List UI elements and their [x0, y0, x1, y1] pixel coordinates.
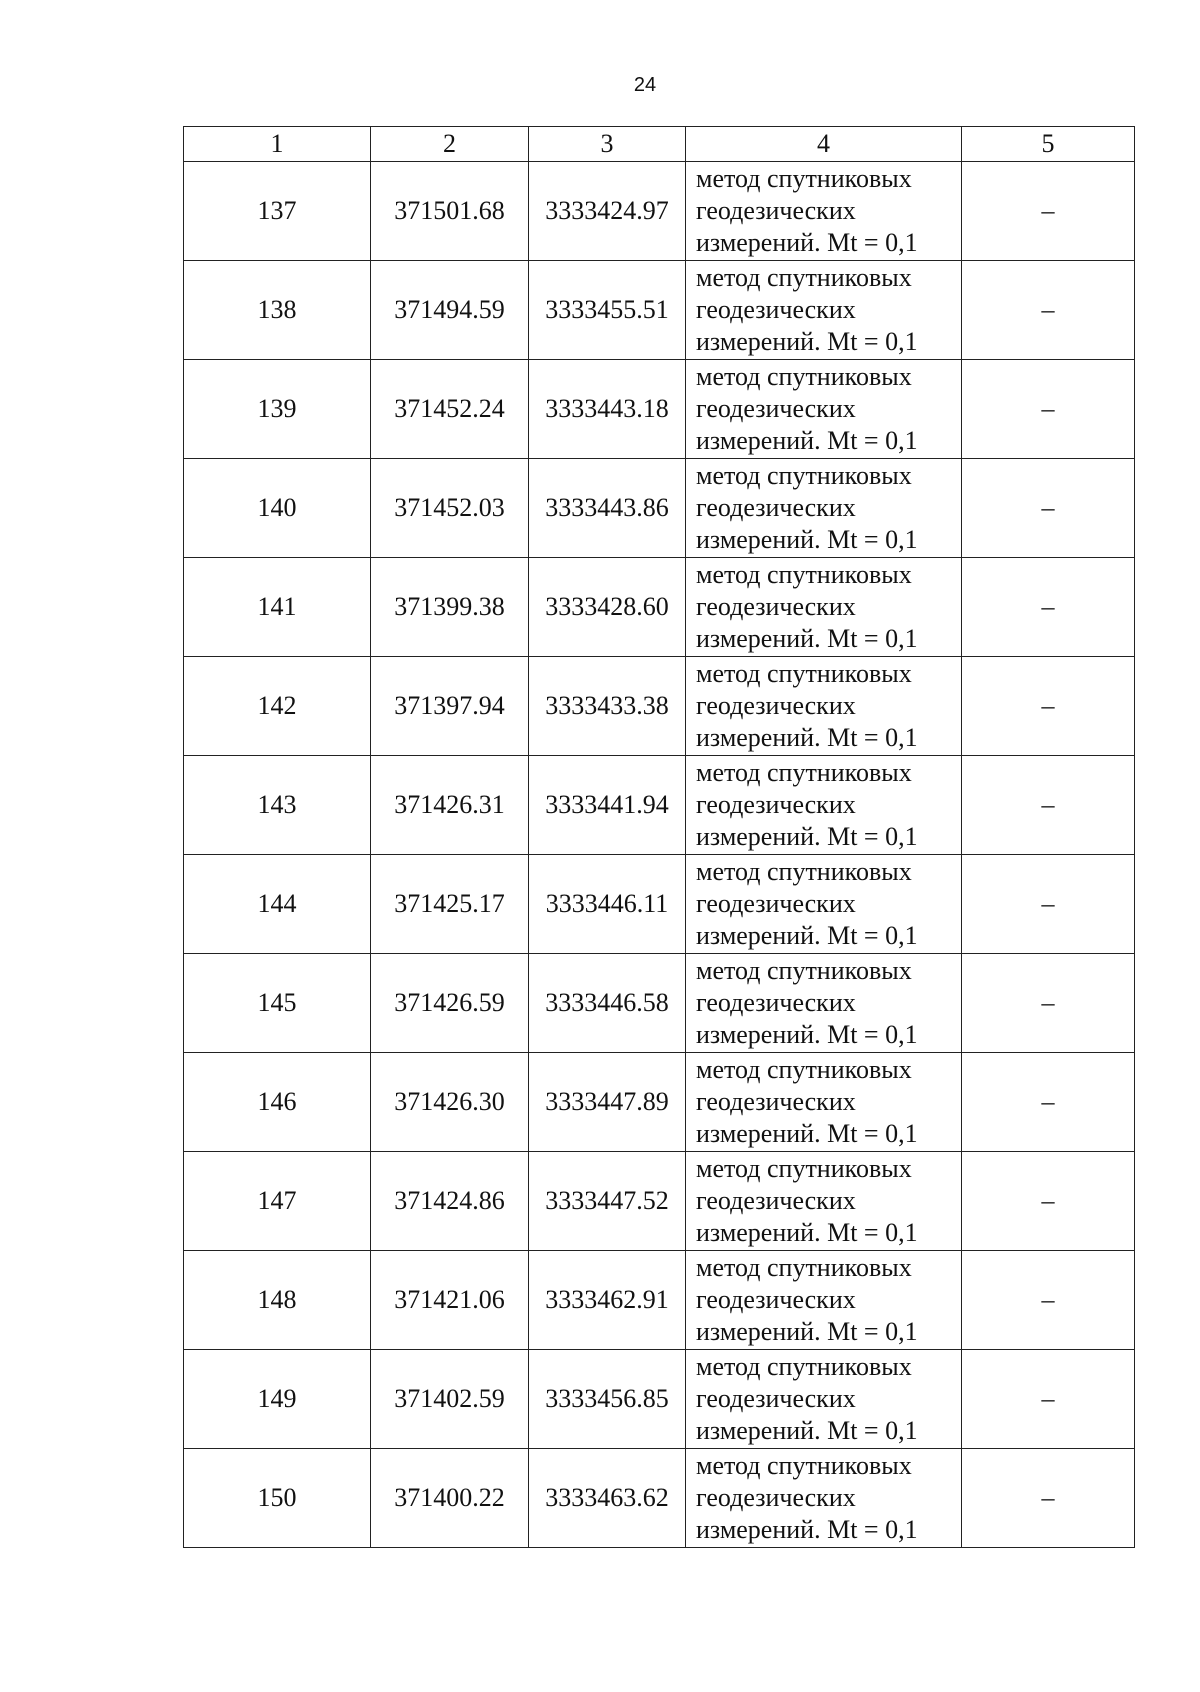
- table-row: [184, 1251, 1135, 1350]
- note-cell: –: [962, 459, 1135, 558]
- table-row: [184, 855, 1135, 954]
- method-line: метод спутниковых: [696, 461, 912, 490]
- y-coordinate-cell: 3333447.89: [529, 1053, 686, 1152]
- method-cell: [686, 1449, 962, 1548]
- method-line: измерений. Mt = 0,1: [696, 1119, 918, 1148]
- header-row: [184, 127, 1135, 162]
- table-row: [184, 1350, 1135, 1449]
- table-row: [184, 360, 1135, 459]
- column-header: 5: [962, 127, 1135, 162]
- column-header: 1: [184, 127, 371, 162]
- table-row: [184, 162, 1135, 261]
- table-row: [184, 1152, 1135, 1251]
- note-cell: –: [962, 1152, 1135, 1251]
- table-header: [184, 127, 1135, 162]
- method-line: метод спутниковых: [696, 758, 912, 787]
- x-coordinate-cell: 371426.30: [371, 1053, 529, 1152]
- method-cell: [686, 459, 962, 558]
- coordinates-table: [183, 126, 1135, 1548]
- method-line: геодезических: [696, 1483, 856, 1512]
- point-number-cell: 150: [184, 1449, 371, 1548]
- point-number-cell: 149: [184, 1350, 371, 1449]
- method-line: измерений. Mt = 0,1: [696, 1317, 918, 1346]
- y-coordinate-cell: 3333446.58: [529, 954, 686, 1053]
- method-line: метод спутниковых: [696, 1055, 912, 1084]
- method-line: метод спутниковых: [696, 1154, 912, 1183]
- point-number-cell: 143: [184, 756, 371, 855]
- method-line: метод спутниковых: [696, 659, 912, 688]
- method-cell: [686, 1053, 962, 1152]
- y-coordinate-cell: 3333443.86: [529, 459, 686, 558]
- method-line: метод спутниковых: [696, 1352, 912, 1381]
- table-row: [184, 756, 1135, 855]
- method-line: метод спутниковых: [696, 362, 912, 391]
- method-line: измерений. Mt = 0,1: [696, 426, 918, 455]
- method-line: измерений. Mt = 0,1: [696, 1416, 918, 1445]
- point-number-cell: 148: [184, 1251, 371, 1350]
- method-cell: [686, 1251, 962, 1350]
- method-line: геодезических: [696, 196, 856, 225]
- y-coordinate-cell: 3333456.85: [529, 1350, 686, 1449]
- method-cell: [686, 558, 962, 657]
- y-coordinate-cell: 3333441.94: [529, 756, 686, 855]
- note-cell: –: [962, 657, 1135, 756]
- method-line: измерений. Mt = 0,1: [696, 1020, 918, 1049]
- x-coordinate-cell: 371399.38: [371, 558, 529, 657]
- method-line: геодезических: [696, 1384, 856, 1413]
- point-number-cell: 146: [184, 1053, 371, 1152]
- method-cell: [686, 261, 962, 360]
- method-cell: [686, 954, 962, 1053]
- note-cell: –: [962, 558, 1135, 657]
- table-body: [184, 162, 1135, 1548]
- x-coordinate-cell: 371494.59: [371, 261, 529, 360]
- method-cell: [686, 360, 962, 459]
- method-line: измерений. Mt = 0,1: [696, 921, 918, 950]
- note-cell: –: [962, 162, 1135, 261]
- table-row: [184, 1449, 1135, 1548]
- column-header: 2: [371, 127, 529, 162]
- method-line: метод спутниковых: [696, 1253, 912, 1282]
- table-row: [184, 558, 1135, 657]
- point-number-cell: 137: [184, 162, 371, 261]
- method-line: измерений. Mt = 0,1: [696, 1515, 918, 1544]
- method-cell: [686, 162, 962, 261]
- point-number-cell: 147: [184, 1152, 371, 1251]
- column-header: 4: [686, 127, 962, 162]
- note-cell: –: [962, 360, 1135, 459]
- x-coordinate-cell: 371501.68: [371, 162, 529, 261]
- x-coordinate-cell: 371452.24: [371, 360, 529, 459]
- note-cell: –: [962, 1350, 1135, 1449]
- method-cell: [686, 756, 962, 855]
- y-coordinate-cell: 3333455.51: [529, 261, 686, 360]
- method-line: геодезических: [696, 790, 856, 819]
- method-cell: [686, 1152, 962, 1251]
- x-coordinate-cell: 371400.22: [371, 1449, 529, 1548]
- x-coordinate-cell: 371421.06: [371, 1251, 529, 1350]
- table-row: [184, 1053, 1135, 1152]
- method-line: геодезических: [696, 1087, 856, 1116]
- note-cell: –: [962, 1251, 1135, 1350]
- method-line: геодезических: [696, 691, 856, 720]
- method-line: геодезических: [696, 394, 856, 423]
- point-number-cell: 141: [184, 558, 371, 657]
- method-line: метод спутниковых: [696, 857, 912, 886]
- method-line: геодезических: [696, 988, 856, 1017]
- method-line: метод спутниковых: [696, 263, 912, 292]
- table-row: [184, 459, 1135, 558]
- method-line: измерений. Mt = 0,1: [696, 723, 918, 752]
- method-line: геодезических: [696, 889, 856, 918]
- method-cell: [686, 657, 962, 756]
- y-coordinate-cell: 3333428.60: [529, 558, 686, 657]
- method-line: измерений. Mt = 0,1: [696, 525, 918, 554]
- note-cell: –: [962, 855, 1135, 954]
- method-line: измерений. Mt = 0,1: [696, 228, 918, 257]
- note-cell: –: [962, 756, 1135, 855]
- y-coordinate-cell: 3333446.11: [529, 855, 686, 954]
- method-line: геодезических: [696, 1186, 856, 1215]
- point-number-cell: 145: [184, 954, 371, 1053]
- table-row: [184, 261, 1135, 360]
- x-coordinate-cell: 371397.94: [371, 657, 529, 756]
- x-coordinate-cell: 371424.86: [371, 1152, 529, 1251]
- point-number-cell: 140: [184, 459, 371, 558]
- note-cell: –: [962, 954, 1135, 1053]
- column-header: 3: [529, 127, 686, 162]
- method-line: метод спутниковых: [696, 164, 912, 193]
- point-number-cell: 139: [184, 360, 371, 459]
- method-line: измерений. Mt = 0,1: [696, 822, 918, 851]
- y-coordinate-cell: 3333462.91: [529, 1251, 686, 1350]
- note-cell: –: [962, 1053, 1135, 1152]
- table-row: [184, 657, 1135, 756]
- method-line: измерений. Mt = 0,1: [696, 327, 918, 356]
- y-coordinate-cell: 3333424.97: [529, 162, 686, 261]
- method-line: метод спутниковых: [696, 1451, 912, 1480]
- method-line: геодезических: [696, 493, 856, 522]
- y-coordinate-cell: 3333447.52: [529, 1152, 686, 1251]
- table-row: [184, 954, 1135, 1053]
- method-line: измерений. Mt = 0,1: [696, 624, 918, 653]
- page-number: 24: [633, 74, 657, 96]
- y-coordinate-cell: 3333463.62: [529, 1449, 686, 1548]
- method-line: измерений. Mt = 0,1: [696, 1218, 918, 1247]
- method-line: геодезических: [696, 295, 856, 324]
- note-cell: –: [962, 261, 1135, 360]
- x-coordinate-cell: 371452.03: [371, 459, 529, 558]
- method-cell: [686, 855, 962, 954]
- x-coordinate-cell: 371426.59: [371, 954, 529, 1053]
- method-line: метод спутниковых: [696, 560, 912, 589]
- x-coordinate-cell: 371426.31: [371, 756, 529, 855]
- x-coordinate-cell: 371402.59: [371, 1350, 529, 1449]
- point-number-cell: 144: [184, 855, 371, 954]
- y-coordinate-cell: 3333443.18: [529, 360, 686, 459]
- x-coordinate-cell: 371425.17: [371, 855, 529, 954]
- method-cell: [686, 1350, 962, 1449]
- method-line: метод спутниковых: [696, 956, 912, 985]
- point-number-cell: 138: [184, 261, 371, 360]
- y-coordinate-cell: 3333433.38: [529, 657, 686, 756]
- note-cell: –: [962, 1449, 1135, 1548]
- method-line: геодезических: [696, 592, 856, 621]
- method-line: геодезических: [696, 1285, 856, 1314]
- point-number-cell: 142: [184, 657, 371, 756]
